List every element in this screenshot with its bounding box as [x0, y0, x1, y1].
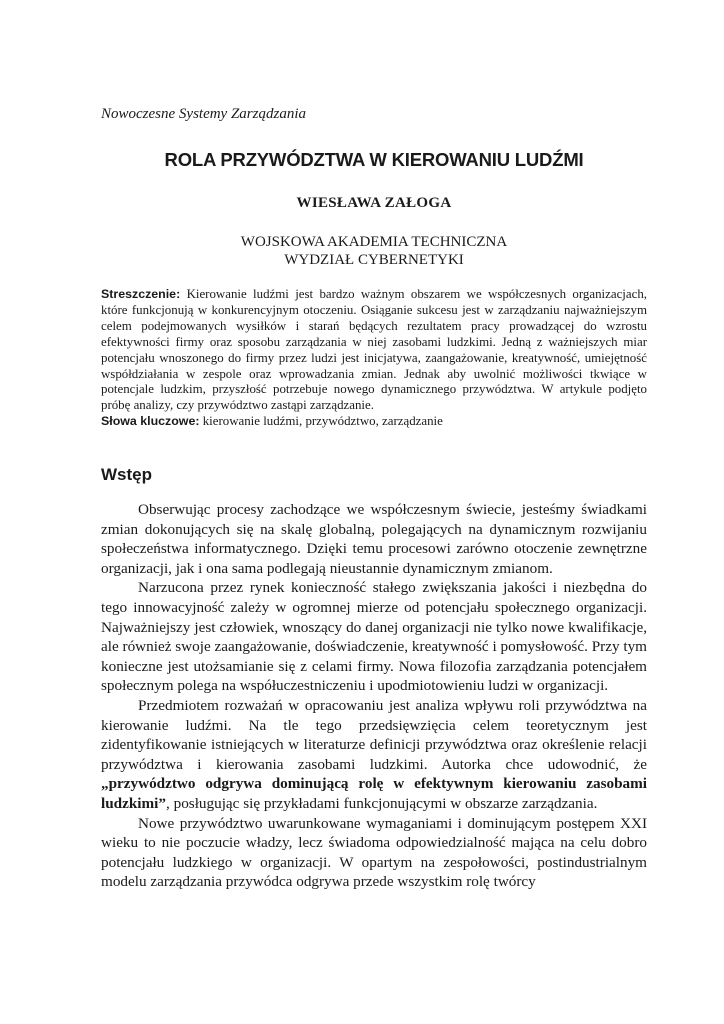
keywords-paragraph	[101, 414, 647, 430]
body-text	[101, 500, 647, 892]
affiliation-line-2: WYDZIAŁ CYBERNETYKI	[284, 252, 464, 268]
paragraph-3-end: , posługując się przykładami funkcjonującymi w obszarze zarządzania.	[166, 794, 598, 812]
keywords-label: Słowa kluczowe:	[101, 414, 200, 429]
paragraph-4: Nowe przywództwo uwarunkowane wymaganiami i dominującym postępem XXI wieku to nie poczucie władzy, lecz świadoma odpowiedzialność mająca na celu dobro potencjału ludzkiego w organizacji. W opartym na zespołowości, postindustrialnym modelu zarządzania przywódca odgrywa przede wszystkim rolę twórcy	[101, 814, 647, 891]
paragraph-3-start: Przedmiotem rozważań w opracowaniu jest analiza wpływu roli przywództwa na kierowanie ludźmi. Na tle tego przedsięwzięcia celem teoretycznym jest zidentyfikowanie istniejących w literaturze definicji przywództwa oraz określenie relacji przywództwa i kierowania zasobami ludzkimi. Autorka chce udowodnić, że	[101, 696, 647, 773]
paragraph-2: Narzucona przez rynek konieczność stałego zwiększania jakości i niezbędna do tego innowacyjność zależy w ogromnej mierze od potencjału społecznego organizacji. Najważniejszy jest człowiek, wnoszący do danej organizacji nie tylko nowe kwalifikacje, ale również swoje zaangażowanie, doświadczenie, kreatywność i pomysłowość. Przy tym konieczne jest utożsamianie się z celami firmy. Nowa filozofia zarządzania potencjałem społecznym polega na współuczestniczeniu i upodmiotowieniu ludzi w organizacji.	[101, 579, 647, 695]
abstract-paragraph	[101, 287, 647, 414]
journal-name: Nowoczesne Systemy Zarządzania	[101, 106, 306, 122]
abstract-text: Kierowanie ludźmi jest bardzo ważnym obszarem we współczesnych organizacjach, które funkcjonują w konkurencyjnym otoczeniu. Osiąganie sukcesu jest w zarządzaniu najważniejszym celem podejmowanych wysiłków i starań będących rezultatem pracy prowadzącej do wzrostu efektywności firmy oraz sposobu zarządzania w niej zasobami ludzkimi. Jedną z ważniejszych miar potencjału wnoszonego do firmy przez ludzi jest inicjatywa, zaangażowanie, kreatywność, umiejętność współdziałania w zespole oraz wprowadzania zmian. Jednak aby uwolnić możliwości tkwiące w potencjale ludzkim, przyszłość potrzebuje nowego dynamicznego przywództwa. W artykule podjęto próbę analizy, czy przywództwo zastąpi zarządzanie.	[101, 287, 647, 413]
affiliation-line-1: WOJSKOWA AKADEMIA TECHNICZNA	[240, 234, 508, 250]
affiliation	[101, 233, 647, 269]
abstract-label: Streszczenie:	[101, 287, 181, 301]
thesis-statement: „przywództwo odgrywa dominującą rolę w efektywnym kierowaniu zasobami ludzkimi”	[101, 775, 647, 812]
paragraph-3	[101, 696, 647, 814]
author-name: WIESŁAWA ZAŁOGA	[296, 195, 452, 211]
paragraph-1: Obserwując procesy zachodzące we współczesnym świecie, jesteśmy świadkami zmian dokonujących się na skalę globalną, polegających na dynamicznym rozwijaniu społeczeństwa informatycznego. Dzięki temu procesowi zarówno otoczenie zewnętrzne organizacji, jak i ona sama podlegają nieustannie dynamicznym zmianom.	[101, 501, 647, 577]
abstract	[101, 287, 647, 430]
section-heading: Wstęp	[101, 465, 152, 484]
document-page	[101, 0, 647, 1024]
article-title: ROLA PRZYWÓDZTWA W KIEROWANIU LUDŹMI	[164, 149, 584, 170]
keywords-text: kierowanie ludźmi, przywództwo, zarządzanie	[202, 414, 443, 429]
